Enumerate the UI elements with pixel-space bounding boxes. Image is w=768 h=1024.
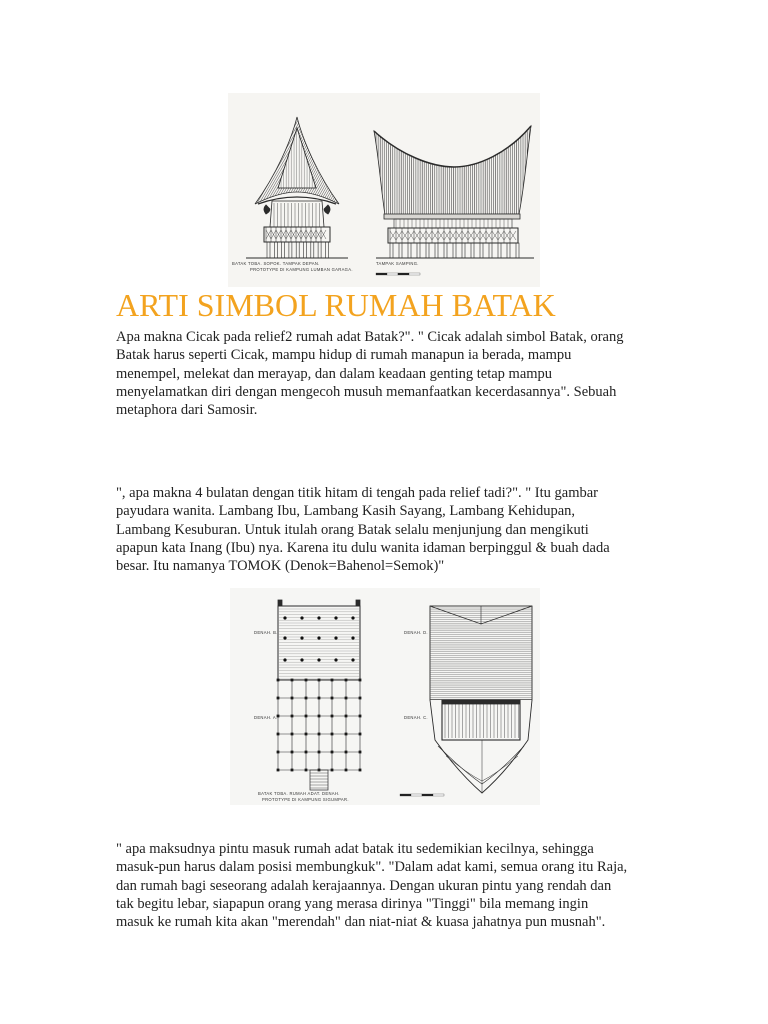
plan-caption-location: PROTOTYPE DI KAMPUNG SIGUMPAR. [262,797,349,802]
paragraph-line: Batak harus seperti Cicak, mampu hidup di rumah manapun ia berada, mampu [116,347,572,364]
paragraph-line: menyelamatkan diri dengan mengecoh musuh memanfaatkan kecerdasannya". Sebuah [116,383,617,400]
paragraph-line: ", apa makna 4 bulatan dengan titik hitam di tengah pada relief tadi?". " Itu gambar [116,485,598,501]
paragraph-cicak [116,328,623,419]
plan-label-d: DENAH. D. [404,630,428,635]
paragraph-line: tak begitu lebar, siapapun orang yang merasa dirinya "Tinggi" bila memang ingin [116,895,589,912]
paragraph-line: menempel, melekat dan merayap, dan dalam keadaan genting tetap mampu [116,365,553,382]
side-view-caption: TAMPAK SAMPING. [376,261,419,266]
paragraph-bulatan [116,484,610,575]
paragraph-line: besar. Itu namanya TOMOK (Denok=Bahenol=Semok)" [116,558,445,575]
plan-label-b: DENAH. B. [254,630,278,635]
plan-label-a: DENAH. A. [254,715,278,720]
plan-label-c: DENAH. C. [404,715,428,720]
paragraph-line: payudara wanita. Lambang Ibu, Lambang Kasih Sayang, Lambang Kehidupan, [116,503,576,520]
front-wall [264,201,330,227]
batak-house-floor-plan-drawing [230,588,540,805]
paragraph-line: metaphora dari Samosir. [116,402,258,419]
paragraph-line: Apa makna Cicak pada relief2 rumah adat Batak?". " Cicak adalah simbol Batak, orang [116,329,624,345]
paragraph-line: Lambang Kesuburan. Untuk itulah orang Batak selalu menjunjung dan mengikuti [116,521,589,538]
paragraph-line: " apa maksudnya pintu masuk rumah adat batak itu sedemikian kecilnya, sehingga [116,841,594,857]
front-view-caption: BATAK TOBA. SOPOK. TAMPAK DEPAN. [232,261,320,266]
plan-caption: BATAK TOBA. RUMAH ADAT. DENAH. [258,791,340,796]
scale-bar-elevation [376,273,420,275]
paragraph-line: masuk ke rumah kita akan "merendah" dan niat-niat & kuasa jahatnya pun musnah". [116,914,606,931]
paragraph-line: masuk-pun harus dalam posisi membungkuk". "Dalam adat kami, semua orang itu Raja, [116,859,628,876]
front-view-caption-location: PROTOTYPE DI KAMPUNG LUMBAN GARAGA. [250,267,353,272]
batak-house-elevation-drawing [228,93,540,287]
page-title: ARTI SIMBOL RUMAH BATAK [116,287,556,323]
paragraph-pintu [116,840,627,931]
side-beam [384,214,520,219]
paragraph-line: apapun kata Inang (Ibu) nya. Karena itu dulu wanita idaman berpinggul & buah dada [116,539,610,556]
scale-bar-plan [400,794,444,796]
paragraph-line: dan rumah bagi seseorang adalah kerajaannya. Dengan ukuran pintu yang rendah dan [116,877,612,894]
